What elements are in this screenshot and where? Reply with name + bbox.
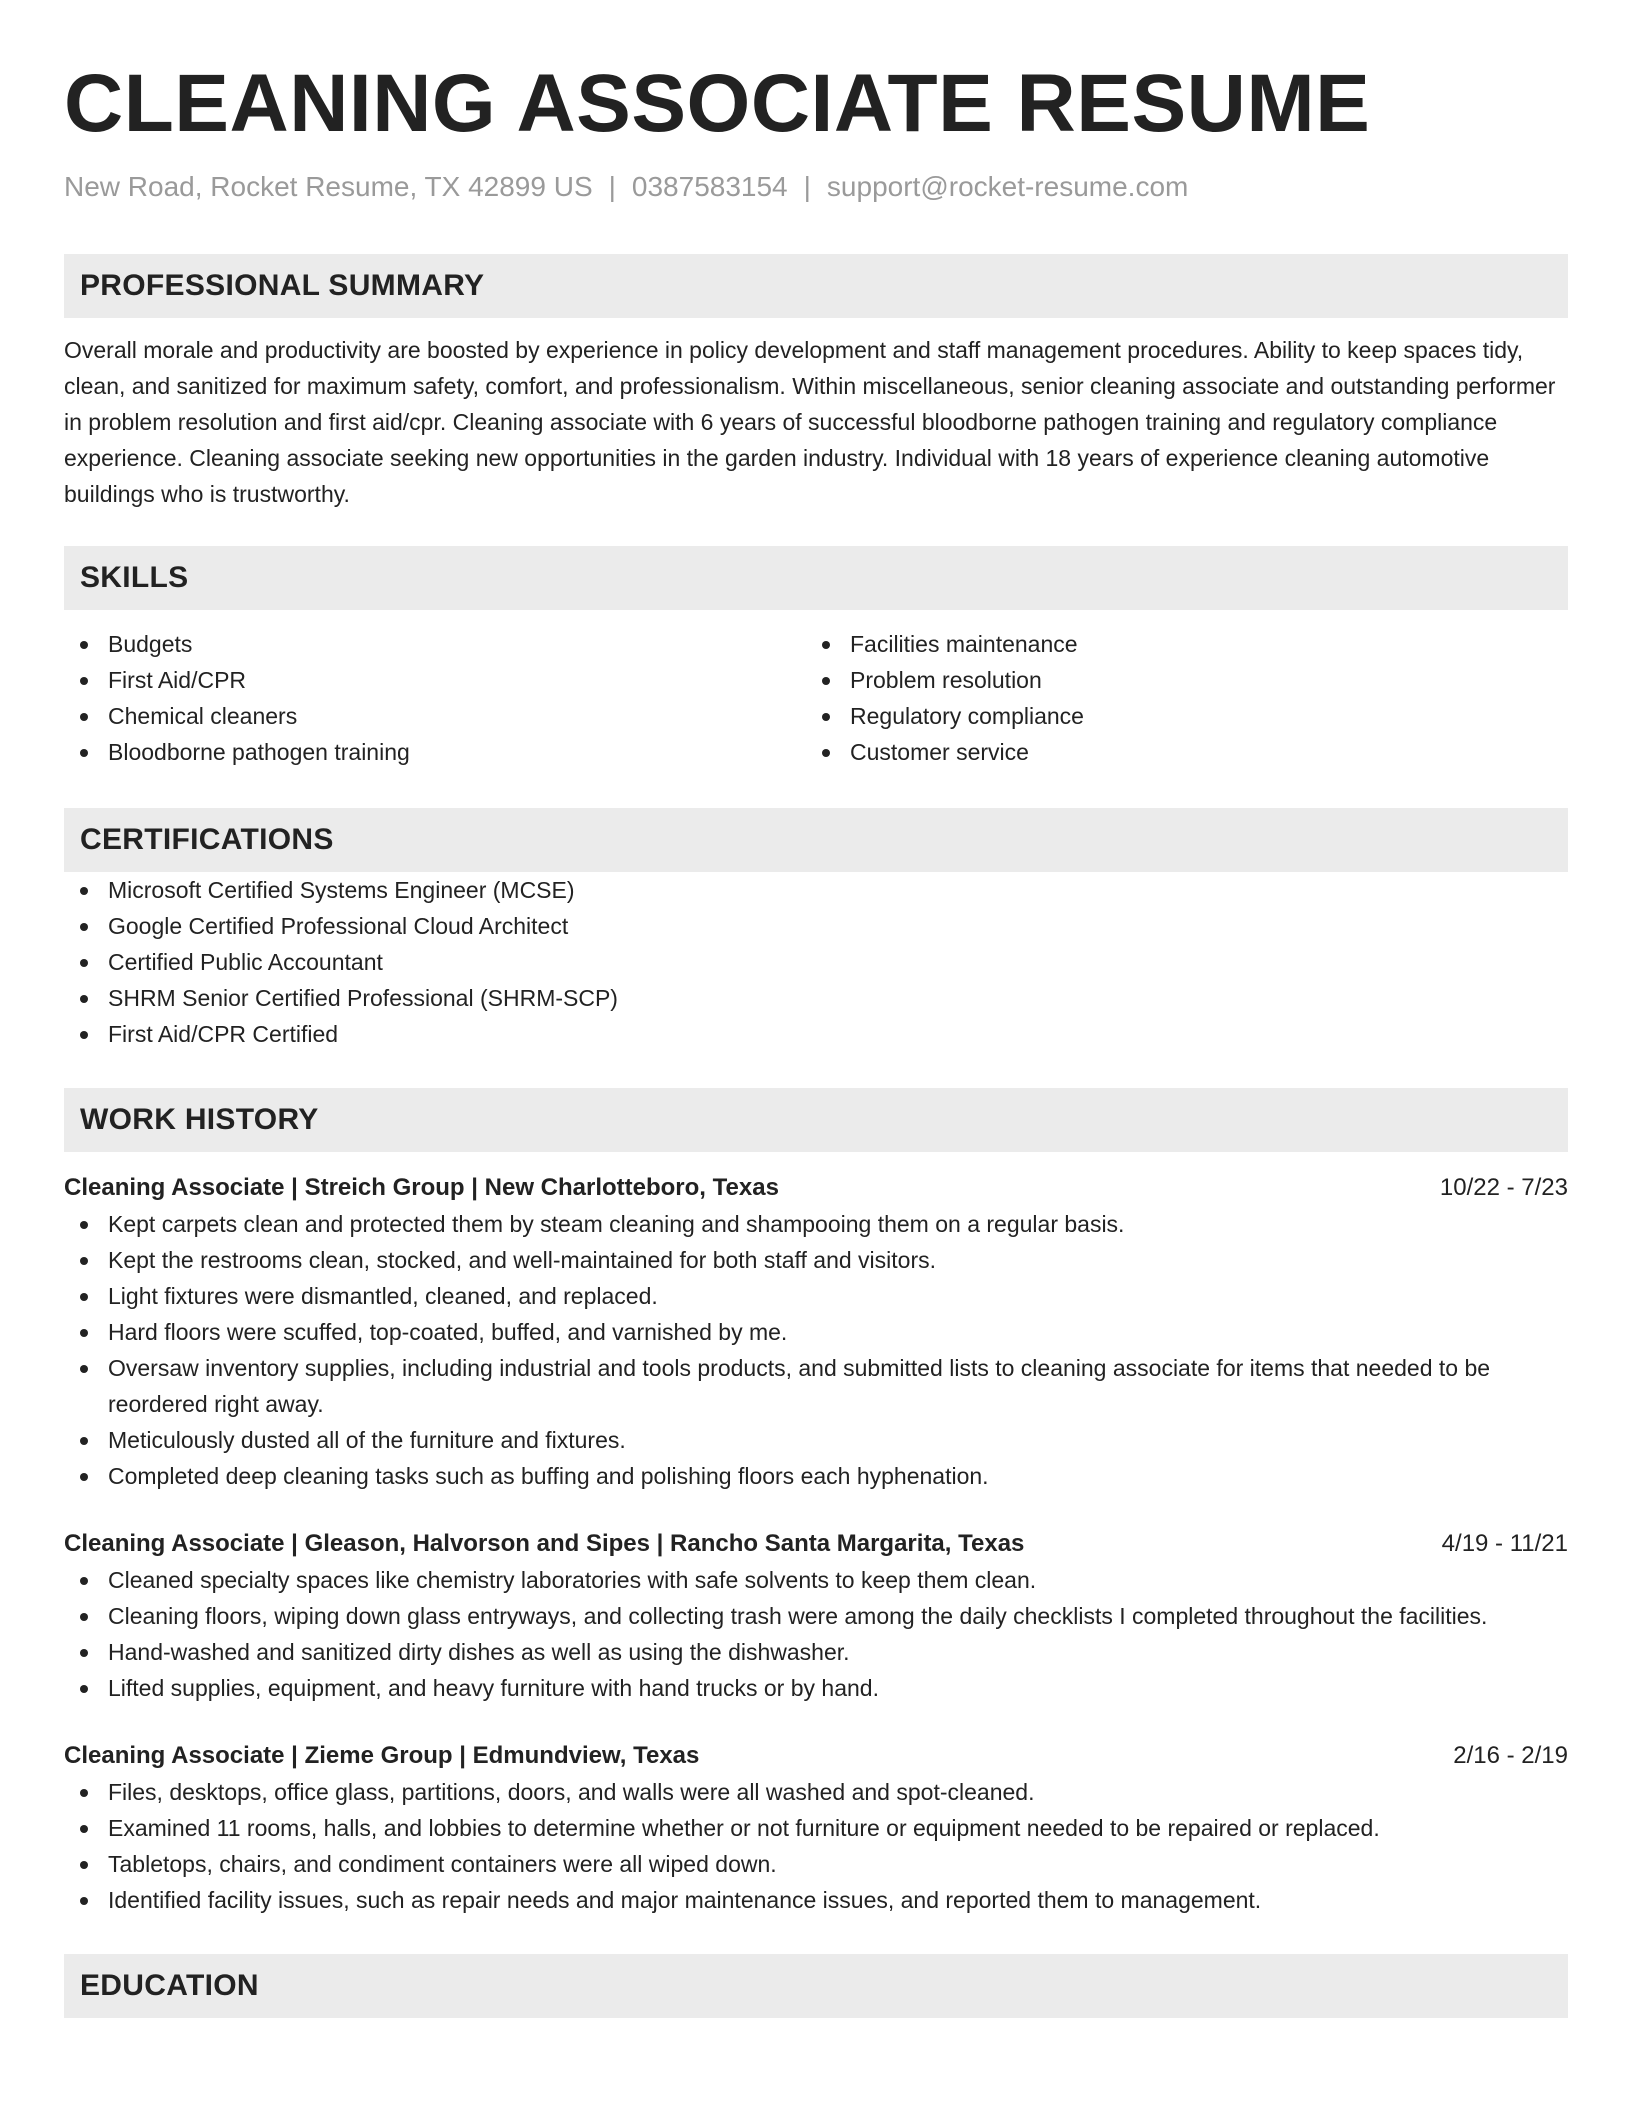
job-heading: Cleaning Associate | Streich Group | New Charlotteboro, Texas: [64, 1174, 779, 1201]
job-bullet: Hard floors were scuffed, top-coated, buffed, and varnished by me.: [64, 1314, 1568, 1350]
skill-item: First Aid/CPR: [64, 662, 806, 698]
section-header-summary: PROFESSIONAL SUMMARY: [64, 254, 1568, 318]
skills-right-column: [806, 626, 1548, 770]
certification-item: Microsoft Certified Systems Engineer (MCSE): [64, 872, 1568, 908]
certification-item: Google Certified Professional Cloud Architect: [64, 908, 1568, 944]
job-bullet: Oversaw inventory supplies, including industrial and tools products, and submitted lists to cleaning associate for items that needed to be reordered right away.: [64, 1350, 1568, 1422]
job-dates: 2/16 - 2/19: [1453, 1742, 1568, 1769]
skill-item: Facilities maintenance: [806, 626, 1548, 662]
contact-line: [64, 168, 1568, 206]
skill-item: Customer service: [806, 734, 1548, 770]
certification-item: Certified Public Accountant: [64, 944, 1568, 980]
contact-phone: 0387583154: [631, 171, 788, 202]
skill-item: Bloodborne pathogen training: [64, 734, 806, 770]
job-bullet: Kept carpets clean and protected them by steam cleaning and shampooing them on a regular basis.: [64, 1206, 1568, 1242]
job-bullets: [64, 1206, 1568, 1494]
job-header: [64, 1170, 1568, 1206]
job-bullet: Light fixtures were dismantled, cleaned, and replaced.: [64, 1278, 1568, 1314]
contact-separator: |: [608, 171, 616, 202]
job-bullet: Meticulously dusted all of the furniture and fixtures.: [64, 1422, 1568, 1458]
skill-item: Chemical cleaners: [64, 698, 806, 734]
job-heading: Cleaning Associate | Gleason, Halvorson and Sipes | Rancho Santa Margarita, Texas: [64, 1530, 1025, 1557]
job-bullet: Examined 11 rooms, halls, and lobbies to determine whether or not furniture or equipment needed to be repaired or replaced.: [64, 1810, 1568, 1846]
job-entry: [64, 1738, 1568, 1918]
contact-address: New Road, Rocket Resume, TX 42899 US: [64, 171, 593, 202]
certification-item: SHRM Senior Certified Professional (SHRM-SCP): [64, 980, 1568, 1016]
skill-item: Problem resolution: [806, 662, 1548, 698]
job-bullet: Hand-washed and sanitized dirty dishes as well as using the dishwasher.: [64, 1634, 1568, 1670]
skills-grid: [64, 626, 1568, 770]
job-dates: 10/22 - 7/23: [1439, 1174, 1568, 1201]
job-entry: [64, 1170, 1568, 1494]
job-bullet: Identified facility issues, such as repair needs and major maintenance issues, and reported them to management.: [64, 1882, 1568, 1918]
job-bullet: Cleaning floors, wiping down glass entryways, and collecting trash were among the daily checklists I completed throughout the facilities.: [64, 1598, 1568, 1634]
job-header: [64, 1526, 1568, 1562]
skill-item: Budgets: [64, 626, 806, 662]
resume-title: CLEANING ASSOCIATE RESUME: [64, 58, 1371, 149]
job-bullet: Completed deep cleaning tasks such as buffing and polishing floors each hyphenation.: [64, 1458, 1568, 1494]
job-entry: [64, 1526, 1568, 1706]
section-header-education: EDUCATION: [64, 1954, 1568, 2018]
section-header-skills: SKILLS: [64, 546, 1568, 610]
job-header: [64, 1738, 1568, 1774]
section-header-work-history: WORK HISTORY: [64, 1088, 1568, 1152]
skill-item: Regulatory compliance: [806, 698, 1548, 734]
contact-separator: |: [803, 171, 811, 202]
job-bullet: Files, desktops, office glass, partitions, doors, and walls were all washed and spot-cleaned.: [64, 1774, 1568, 1810]
contact-email: support@rocket-resume.com: [826, 171, 1189, 202]
job-bullets: [64, 1562, 1568, 1706]
job-bullet: Lifted supplies, equipment, and heavy furniture with hand trucks or by hand.: [64, 1670, 1568, 1706]
job-dates: 4/19 - 11/21: [1441, 1530, 1568, 1557]
certifications-list: [64, 872, 1568, 1052]
job-heading: Cleaning Associate | Zieme Group | Edmundview, Texas: [64, 1742, 700, 1769]
certification-item: First Aid/CPR Certified: [64, 1016, 1568, 1052]
section-header-certifications: CERTIFICATIONS: [64, 808, 1568, 872]
job-bullet: Kept the restrooms clean, stocked, and well-maintained for both staff and visitors.: [64, 1242, 1568, 1278]
job-bullet: Tabletops, chairs, and condiment containers were all wiped down.: [64, 1846, 1568, 1882]
summary-text: Overall morale and productivity are boosted by experience in policy development and staff management procedures. Ability to keep spaces tidy, clean, and sanitized for maximum safety, comfort, and professionalism. Within miscellaneous, senior cleaning associate and outstanding performer in problem resolution and first aid/cpr. Cleaning associate with 6 years of successful bloodborne pathogen training and regulatory compliance experience. Cleaning associate seeking new opportunities in the garden industry. Individual with 18 years of experience cleaning automotive buildings who is trustworthy.: [64, 337, 1556, 507]
skills-left-column: [64, 626, 806, 770]
job-bullet: Cleaned specialty spaces like chemistry laboratories with safe solvents to keep them clean.: [64, 1562, 1568, 1598]
job-bullets: [64, 1774, 1568, 1918]
